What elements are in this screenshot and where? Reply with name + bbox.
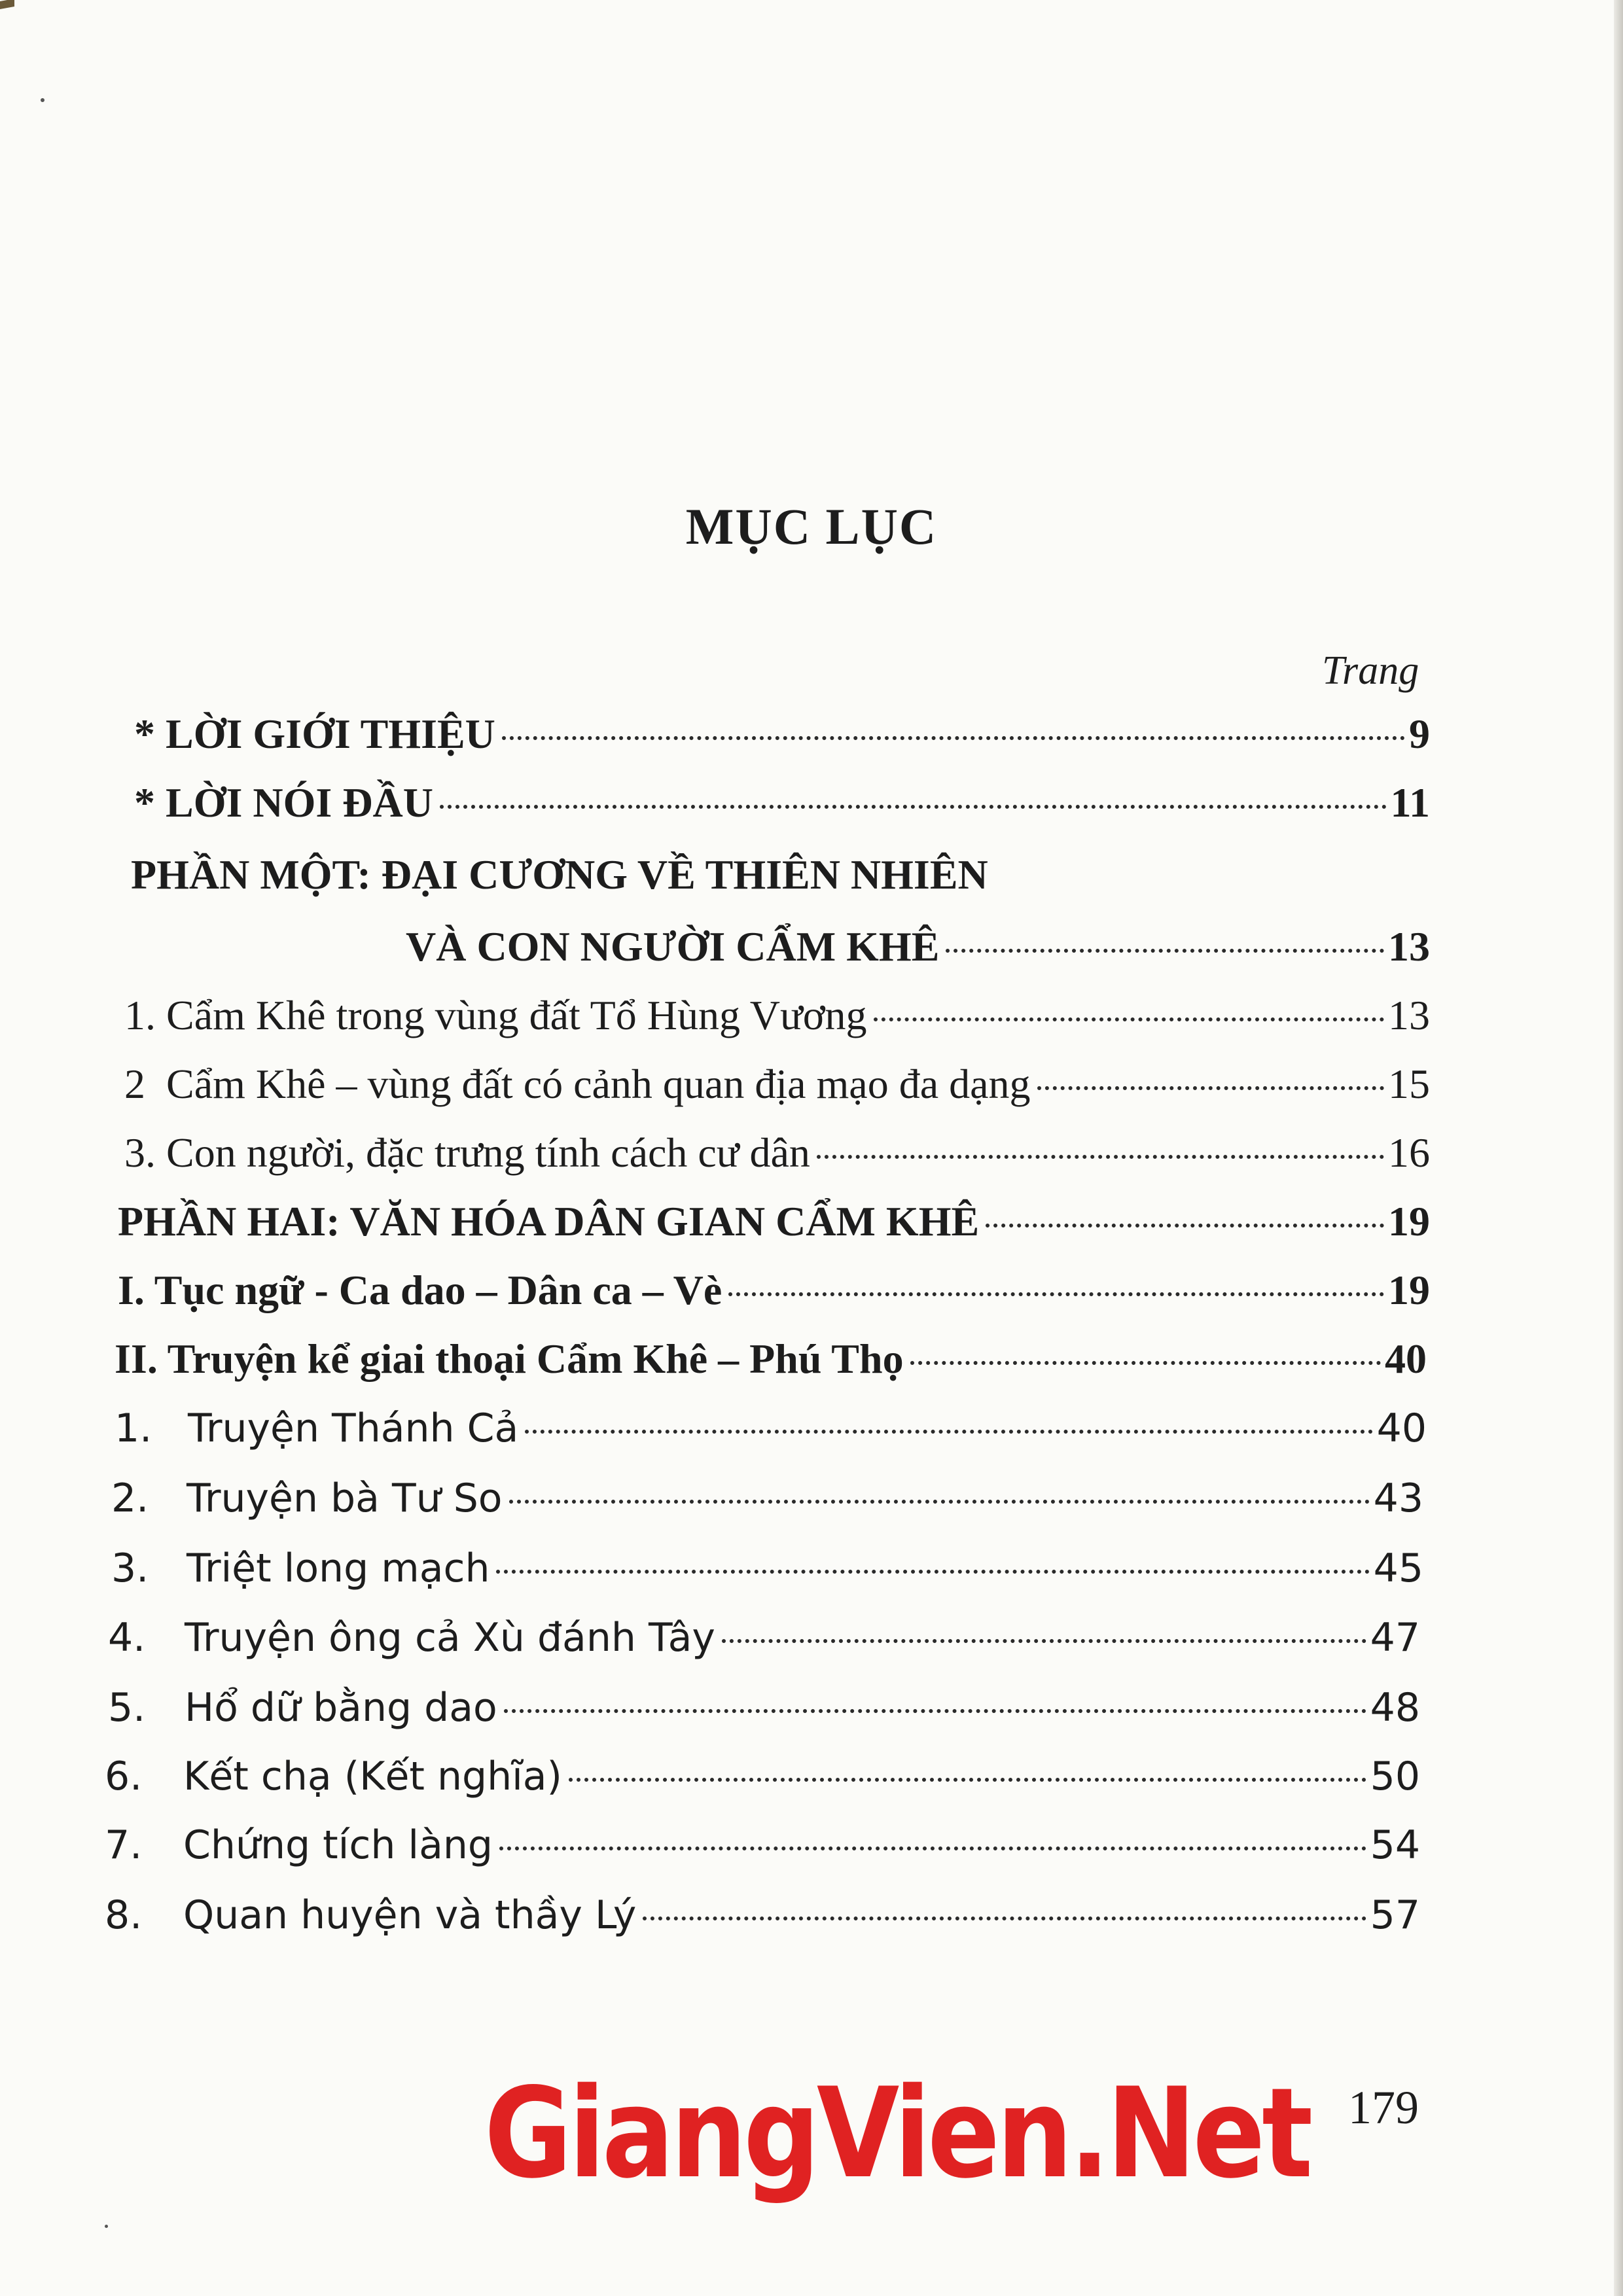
- toc-entry-page: 54: [1370, 1822, 1420, 1868]
- toc-entry-page: 48: [1370, 1685, 1420, 1731]
- dot-leader: [986, 1224, 1384, 1227]
- toc-entry-story-6[interactable]: [105, 1754, 1420, 1812]
- toc-entry-page: 9: [1409, 711, 1430, 757]
- dot-leader: [499, 1846, 1366, 1850]
- toc-entry-number: 4.: [108, 1615, 146, 1661]
- toc-entry-story-7[interactable]: [105, 1822, 1420, 1881]
- dot-leader: [910, 1361, 1381, 1365]
- dot-leader: [496, 1570, 1369, 1574]
- toc-entry-part-one[interactable]: [406, 923, 1430, 981]
- toc-entry-page: 40: [1385, 1335, 1427, 1382]
- toc-entry-number: 5.: [108, 1685, 146, 1731]
- toc-entry-label: I. Tục ngữ - Ca dao – Dân ca – Vè: [118, 1267, 722, 1313]
- toc-entry-number: 2.: [111, 1475, 149, 1521]
- toc-entry-part-two[interactable]: [118, 1197, 1430, 1256]
- toc-entry-label: 3. Con người, đặc trưng tính cách cư dân: [124, 1129, 810, 1176]
- toc-entry-story-8[interactable]: [105, 1892, 1420, 1951]
- toc-entry-page: 43: [1373, 1475, 1423, 1521]
- dot-leader: [728, 1292, 1384, 1296]
- toc-heading: MỤC LỤC: [685, 498, 938, 555]
- scan-speck: [105, 2225, 108, 2228]
- toc-entry-label: Chứng tích làng: [183, 1822, 493, 1868]
- dot-leader: [817, 1155, 1384, 1159]
- watermark: GiangVien.Net: [484, 2061, 1310, 2206]
- toc-entry-page: 19: [1388, 1198, 1430, 1245]
- toc-entry-page: 45: [1373, 1545, 1423, 1591]
- toc-entry-label: 1. Cẩm Khê trong vùng đất Tổ Hùng Vương: [124, 992, 867, 1038]
- toc-entry-label: Triệt long mạch: [187, 1545, 490, 1591]
- dot-leader: [509, 1500, 1370, 1504]
- toc-entry-label: * LỜI GIỚI THIỆU: [134, 711, 495, 757]
- toc-entry-story-3[interactable]: [111, 1545, 1423, 1604]
- scan-speck: [41, 98, 45, 102]
- toc-entry-label: PHẦN MỘT: ĐẠI CƯƠNG VỀ THIÊN NHIÊN: [131, 851, 988, 898]
- toc-entry-page: 19: [1388, 1267, 1430, 1313]
- dot-leader: [946, 949, 1384, 953]
- toc-entry-number: 7.: [105, 1822, 143, 1868]
- toc-entry-story-4[interactable]: [108, 1615, 1420, 1674]
- dot-leader: [722, 1639, 1366, 1643]
- corner-mark: [0, 0, 14, 9]
- toc-entry-page: 15: [1388, 1061, 1430, 1107]
- toc-entry-page: 13: [1388, 992, 1430, 1038]
- toc-entry-page: 16: [1388, 1129, 1430, 1176]
- toc-entry-page: 57: [1370, 1892, 1420, 1938]
- page-column-label: Trang: [1322, 648, 1419, 693]
- toc-part-one-title: [131, 851, 1309, 910]
- toc-entry-story-5[interactable]: [108, 1685, 1420, 1744]
- dot-leader: [643, 1916, 1366, 1920]
- toc-entry-1-1[interactable]: [124, 991, 1430, 1050]
- toc-entry-section-1[interactable]: [118, 1266, 1430, 1325]
- toc-entry-page: 11: [1390, 779, 1430, 826]
- toc-entry-label: II. Truyện kể giai thoại Cẩm Khê – Phú Thọ: [115, 1335, 904, 1382]
- toc-entry-label: Truyện bà Tư So: [187, 1475, 503, 1521]
- toc-entry-number: 1.: [115, 1405, 152, 1451]
- page-edge-shadow: [1614, 0, 1623, 2296]
- toc-entry-story-1[interactable]: [115, 1405, 1427, 1464]
- toc-entry-loi-noi-dau[interactable]: [134, 779, 1430, 838]
- dot-leader: [874, 1017, 1384, 1021]
- dot-leader: [525, 1430, 1372, 1434]
- toc-entry-label: PHẦN HAI: VĂN HÓA DÂN GIAN CẨM KHÊ: [118, 1198, 980, 1245]
- toc-entry-label: Quan huyện và thầy Lý: [183, 1892, 637, 1938]
- dot-leader: [569, 1778, 1366, 1782]
- toc-entry-number: 6.: [105, 1754, 143, 1799]
- toc-entry-loi-gioi-thieu[interactable]: [134, 710, 1430, 769]
- toc-entry-1-3[interactable]: [124, 1129, 1430, 1188]
- toc-entry-page: 13: [1388, 923, 1430, 970]
- toc-entry-section-2[interactable]: [115, 1335, 1427, 1394]
- toc-entry-page: 47: [1370, 1615, 1420, 1661]
- toc-entry-label: Hổ dữ bằng dao: [185, 1685, 497, 1731]
- toc-entry-1-2[interactable]: [124, 1060, 1430, 1119]
- dot-leader: [502, 736, 1405, 740]
- toc-entry-label: Kết chạ (Kết nghĩa): [183, 1754, 562, 1799]
- toc-entry-number: 3.: [111, 1545, 149, 1591]
- toc-entry-label: VÀ CON NGƯỜI CẨM KHÊ: [406, 923, 940, 970]
- page-number: 179: [1348, 2081, 1419, 2134]
- toc-entry-story-2[interactable]: [111, 1475, 1423, 1534]
- toc-entry-label: Truyện Thánh Cả: [188, 1405, 519, 1451]
- dot-leader: [1037, 1086, 1385, 1090]
- toc-entry-page: 50: [1370, 1754, 1420, 1799]
- toc-entry-page: 40: [1376, 1405, 1427, 1451]
- toc-entry-label: 2 Cẩm Khê – vùng đất có cảnh quan địa mạo đa dạng: [124, 1061, 1031, 1107]
- toc-entry-label: Truyện ông cả Xù đánh Tây: [185, 1615, 715, 1661]
- toc-entry-label: * LỜI NÓI ĐẦU: [134, 779, 433, 826]
- dot-leader: [504, 1709, 1366, 1713]
- dot-leader: [440, 805, 1387, 809]
- toc-entry-number: 8.: [105, 1892, 143, 1938]
